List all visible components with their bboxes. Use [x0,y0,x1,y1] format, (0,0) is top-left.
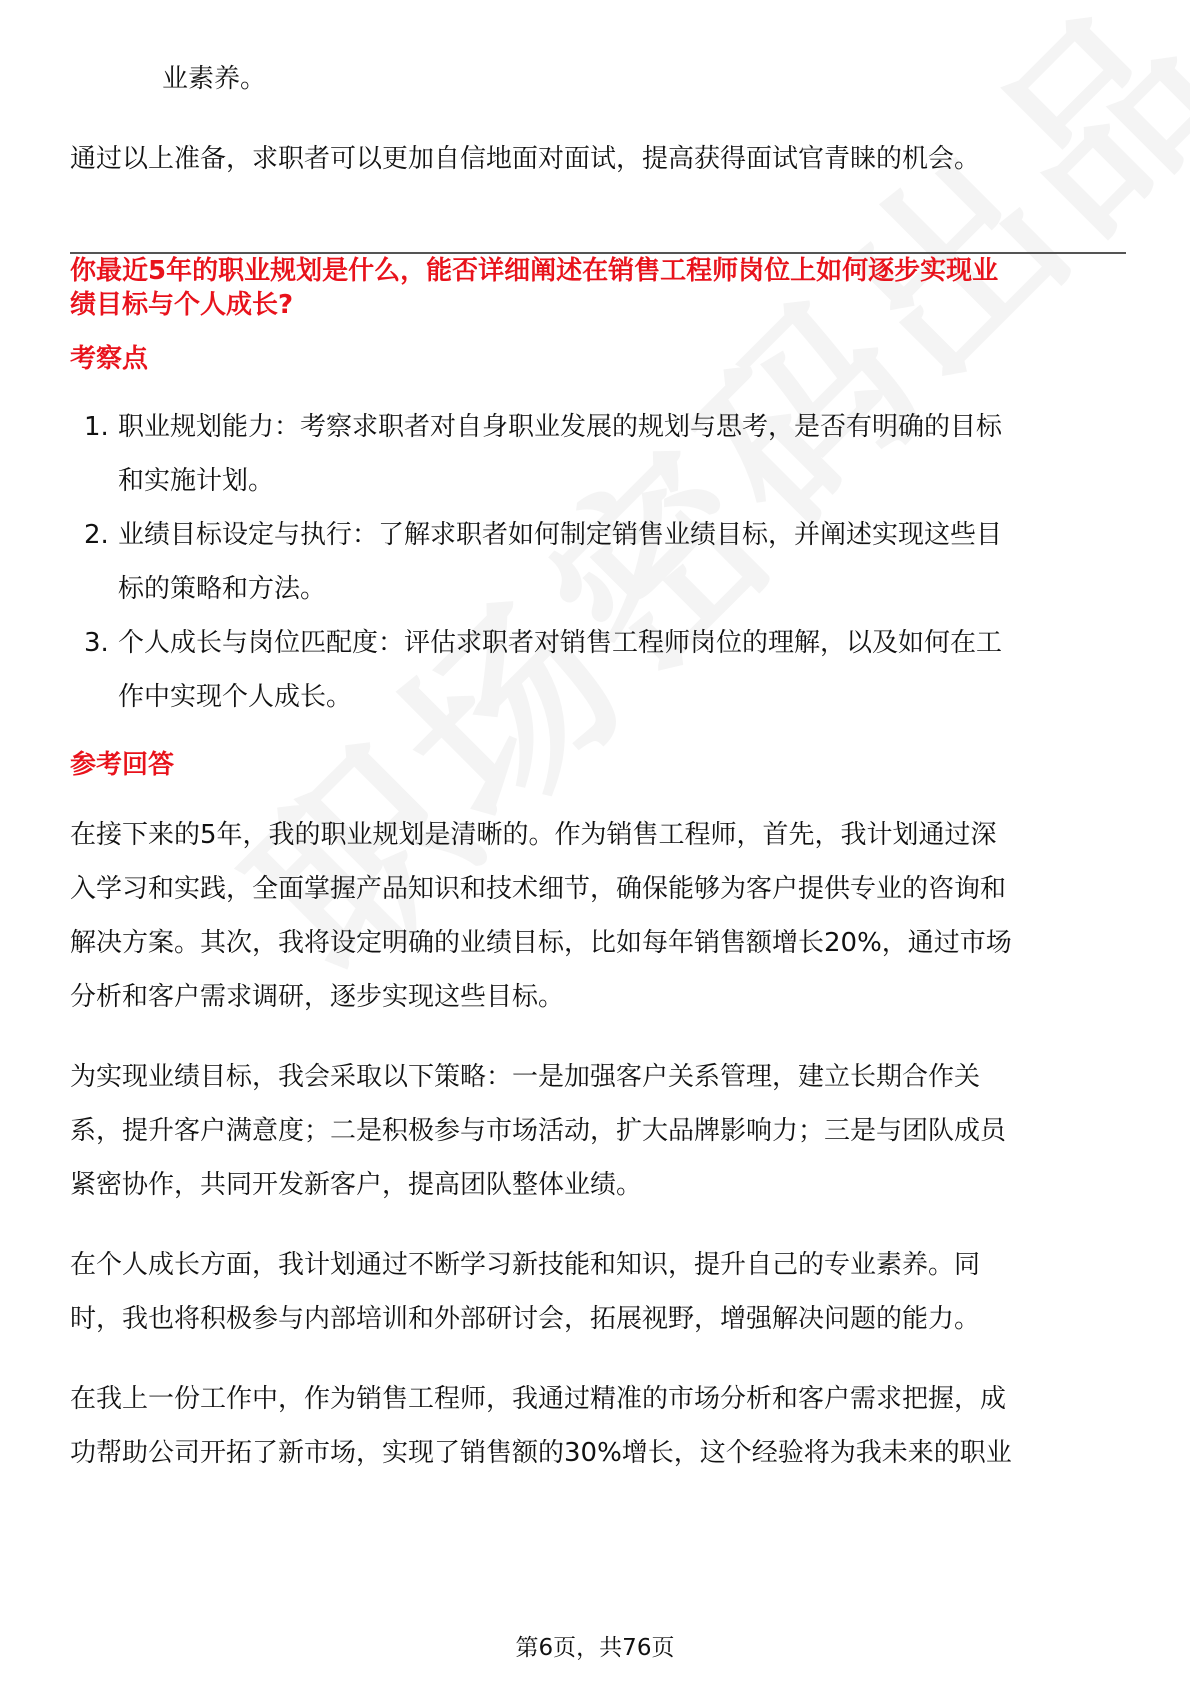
focus-item-2-number: 2. [84,520,109,550]
intro-tail-line: 业素养。 [162,64,267,94]
answer-heading: 参考回答 [70,750,175,780]
focus-item-3-number: 3. [84,628,109,658]
answer-p4-line-1: 在我上一份工作中，作为销售工程师，我通过精准的市场分析和客户需求把握，成 [70,1384,1007,1414]
focus-item-2-line-2: 标的策略和方法。 [118,574,327,604]
focus-item-1-line-1: 职业规划能力：考察求职者对自身职业发展的规划与思考，是否有明确的目标 [118,412,1003,442]
section-divider [70,252,1126,254]
focus-item-1-line-2: 和实施计划。 [118,466,275,496]
intro-closing: 通过以上准备，求职者可以更加自信地面对面试，提高获得面试官青睐的机会。 [70,144,981,174]
answer-p4-line-2: 功帮助公司开拓了新市场，实现了销售额的30%增长，这个经验将为我未来的职业 [70,1438,1012,1468]
focus-item-1-number: 1. [84,412,109,442]
answer-p1-line-2: 入学习和实践，全面掌握产品知识和技术细节，确保能够为客户提供专业的咨询和 [70,874,1007,904]
focus-item-3-line-1: 个人成长与岗位匹配度：评估求职者对销售工程师岗位的理解，以及如何在工 [118,628,1003,658]
focus-item-2-line-1: 业绩目标设定与执行：了解求职者如何制定销售业绩目标，并阐述实现这些目 [118,520,1003,550]
question-line-1: 你最近5年的职业规划是什么，能否详细阐述在销售工程师岗位上如何逐步实现业 [70,256,999,286]
answer-p1-line-3: 解决方案。其次，我将设定明确的业绩目标，比如每年销售额增长20%，通过市场 [70,928,1012,958]
focus-heading: 考察点 [70,344,149,374]
answer-p1-line-4: 分析和客户需求调研，逐步实现这些目标。 [70,982,565,1012]
answer-p2-line-1: 为实现业绩目标，我会采取以下策略：一是加强客户关系管理，建立长期合作关 [70,1062,981,1092]
answer-p2-line-2: 系，提升客户满意度；二是积极参与市场活动，扩大品牌影响力；三是与团队成员 [70,1116,1007,1146]
answer-p1-line-1: 在接下来的5年，我的职业规划是清晰的。作为销售工程师，首先，我计划通过深 [70,820,997,850]
answer-p3-line-2: 时，我也将积极参与内部培训和外部研讨会，拓展视野，增强解决问题的能力。 [70,1304,981,1334]
answer-p3-line-1: 在个人成长方面，我计划通过不断学习新技能和知识，提升自己的专业素养。同 [70,1250,981,1280]
page-footer: 第6页，共76页 [515,1635,675,1661]
question-line-2: 绩目标与个人成长? [70,290,294,320]
focus-item-3-line-2: 作中实现个人成长。 [118,682,353,712]
answer-p2-line-3: 紧密协作，共同开发新客户，提高团队整体业绩。 [70,1170,643,1200]
